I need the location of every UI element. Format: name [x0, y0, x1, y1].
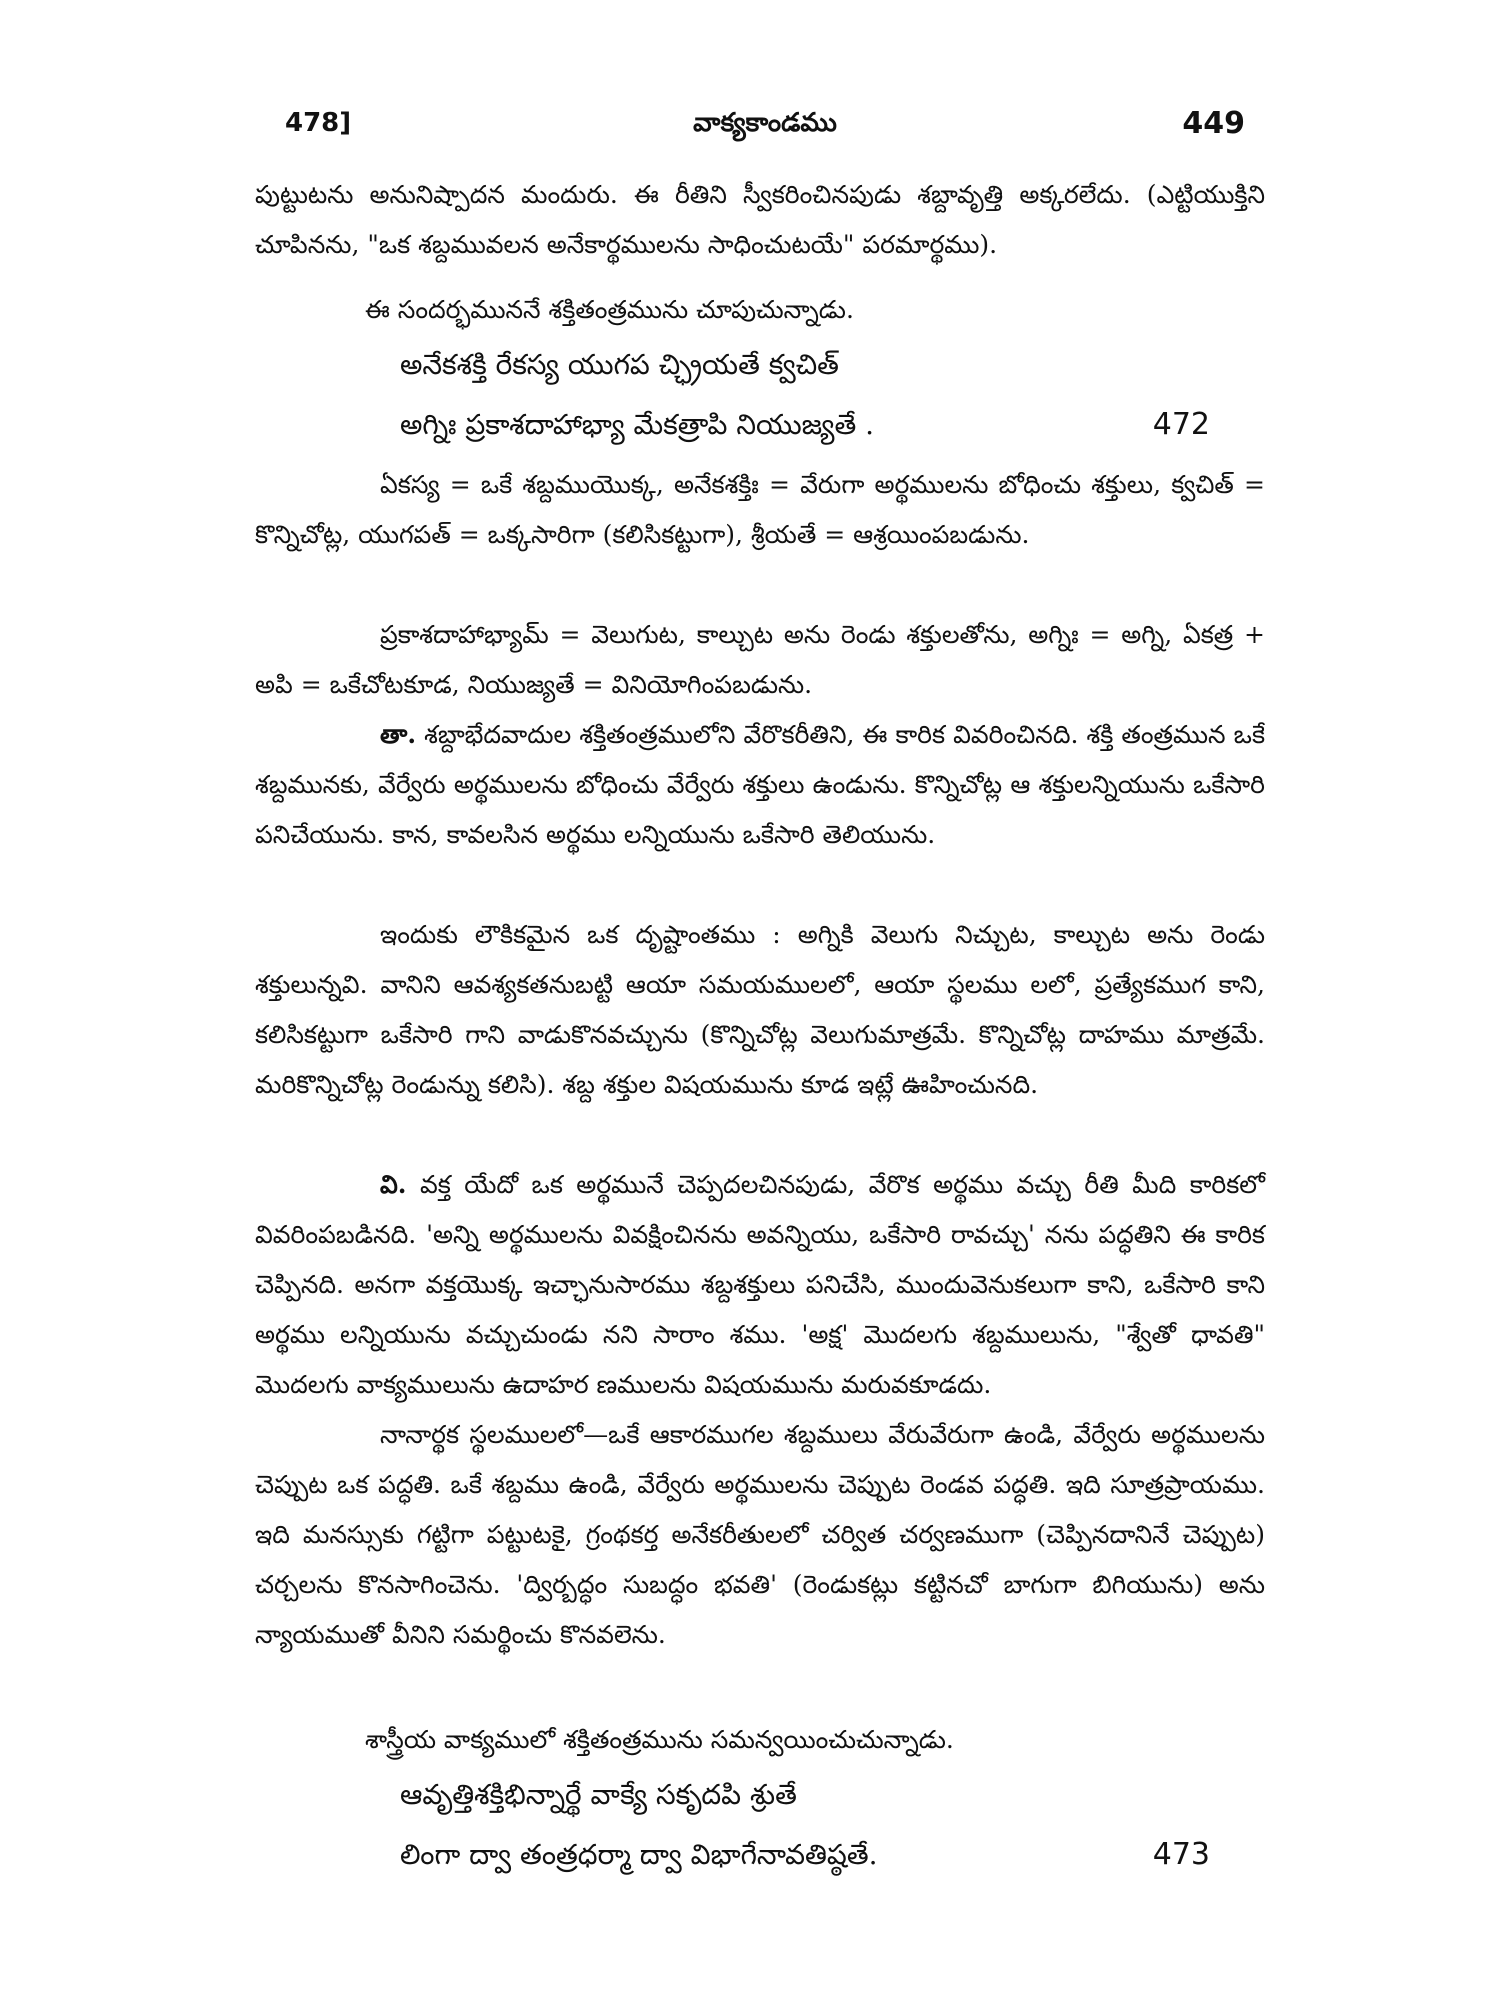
header-title: వాక్యకాండము — [693, 108, 837, 138]
ta-text: శబ్దాభేదవాదుల శక్తితంత్రములోని వేరొకరీతిని, ఈ కారిక వివరించినది. శక్తి తంత్రమున ఒకే శబ్దమునకు, వేర్వేరు అర్థములను బోధించు వేర్వేరు శక్తులు ఉండును. కొన్నిచోట్ల ఆ శక్తులన్నియును ఒకేసారి పనిచేయును. కాన, కావలసిన అర్థము లన్నియును ఒకేసారి తెలియును. — [255, 720, 1265, 849]
paragraph-word-meaning-1: ఏకస్య = ఒకే శబ్దముయొక్క, అనేకశక్తిః = వేరుగా అర్థములను బోధించు శక్తులు, క్వచిత్ = కొన్నిచోట్ల, యుగపత్ = ఒక్కసారిగా (కలిసికట్టుగా), శ్రీయతే = ఆశ్రయింపబడును. — [255, 470, 1265, 549]
verse-number: 472 — [1152, 407, 1210, 442]
vi-text: వక్త యేదో ఒక అర్థమునే చెప్పదలచినపుడు, వేరొక అర్థము వచ్చు రీతి మీది కారికలో వివరింపబడినది. 'అన్ని అర్థములను వివక్షించినను అవన్నియు, ఒకేసారి రావచ్చు' నను పద్ధతిని ఈ కారిక చెప్పినది. అనగా వక్తయొక్క ఇచ్ఛానుసారము శబ్దశక్తులు పనిచేసి, ముందువెనుకలుగా కాని, ఒకేసారి కాని అర్థము లన్నియును వచ్చుచుండు నని సారాం శము. 'అక్ష' మొదలగు శబ్దములును, "శ్వేతో ధావతి" మొదలగు వాక్యములును ఉదాహర ణములను విషయమును మరువకూడదు. — [255, 1170, 1265, 1399]
verse-text: అగ్నిః ప్రకాశదాహాభ్యా మేకత్రాపి నియుజ్యతే . — [400, 408, 875, 441]
page-number: 449 — [1182, 106, 1245, 141]
verse-text: లింగా ద్వా తంత్రధర్మా ద్వా విభాగేనావతిష్ఠతే. — [400, 1838, 878, 1871]
page-header — [285, 100, 1245, 150]
paragraph-nanartha: నానార్థక స్థలములలో—ఒకే ఆకారముగల శబ్దములు వేరువేరుగా ఉండి, వేర్వేరు అర్థములను చెప్పుట ఒక పద్ధతి. ఒకే శబ్దము ఉండి, వేర్వేరు అర్థములను చెప్పుట రెండవ పద్ధతి. ఇది సూత్రప్రాయము. ఇది మనస్సుకు గట్టిగా పట్టుటకై, గ్రంథకర్త అనేకరీతులలో చర్విత చర్వణముగా (చెప్పినదానినే చెప్పుట) చర్చలను కొనసాగించెను. 'ద్విర్బద్ధం సుబద్ధం భవతి' (రెండుకట్లు కట్టినచో బాగుగా బిగియును) అను న్యాయముతో వీనిని సమర్థించు కొనవలెను. — [255, 1420, 1265, 1649]
verse-473-line-2 — [400, 1825, 1260, 1885]
paragraph-opening: పుట్టుటను అనునిష్పాదన మందురు. ఈ రీతిని స్వీకరించినపుడు శబ్దావృత్తి అక్కరలేదు. (ఎట్టియుక్తిని చూపినను, "ఒక శబ్దమువలన అనేకార్థములను సాధించుటయే" పరమార్థము). — [255, 180, 1265, 259]
ta-label: తా. — [380, 720, 417, 749]
verse-text: అనేకశక్తి రేకస్య యుగప చ్ఛ్రియతే క్వచిత్ — [400, 348, 839, 381]
verse-473-line-1 — [400, 1765, 1260, 1825]
paragraph-word-meaning-2: ప్రకాశదాహాభ్యామ్ = వెలుగుట, కాల్చుట అను రెండు శక్తులతోను, అగ్నిః = అగ్ని, ఏకత్ర + అపి = ఒకేచోటకూడ, నియుజ్యతే = వినియోగింపబడును. — [255, 620, 1265, 699]
paragraph-tatparyam — [255, 710, 1265, 860]
verse-472-line-2 — [400, 395, 1260, 455]
vi-label: వి. — [380, 1170, 407, 1199]
intro-line-473: శాస్త్రీయ వాక్యములో శక్తితంత్రమును సమన్వయించుచున్నాడు. — [365, 1725, 954, 1754]
verse-number: 473 — [1152, 1837, 1210, 1872]
header-verse-range: 478] — [285, 108, 352, 138]
intro-line-472: ఈ సందర్భముననే శక్తితంత్రమును చూపుచున్నాడు. — [365, 295, 854, 324]
paragraph-example: ఇందుకు లౌకికమైన ఒక దృష్టాంతము : అగ్నికి వెలుగు నిచ్చుట, కాల్చుట అను రెండు శక్తులున్నవి. వానిని ఆవశ్యకతనుబట్టి ఆయా సమయములలో, ఆయా స్థలము లలో, ప్రత్యేకముగ కాని, కలిసికట్టుగా ఒకేసారి గాని వాడుకొనవచ్చును (కొన్నిచోట్ల వెలుగుమాత్రమే. కొన్నిచోట్ల దాహము మాత్రమే. మరికొన్నిచోట్ల రెండున్ను కలిసి). శబ్ద శక్తుల విషయమును కూడ ఇట్లే ఊహించునది. — [255, 920, 1265, 1099]
verse-472-line-1 — [400, 335, 1260, 395]
verse-text: ఆవృత్తిశక్తిభిన్నార్థే వాక్యే సకృదపి శ్రుతే — [400, 1778, 797, 1811]
paragraph-vivarana — [255, 1160, 1265, 1410]
